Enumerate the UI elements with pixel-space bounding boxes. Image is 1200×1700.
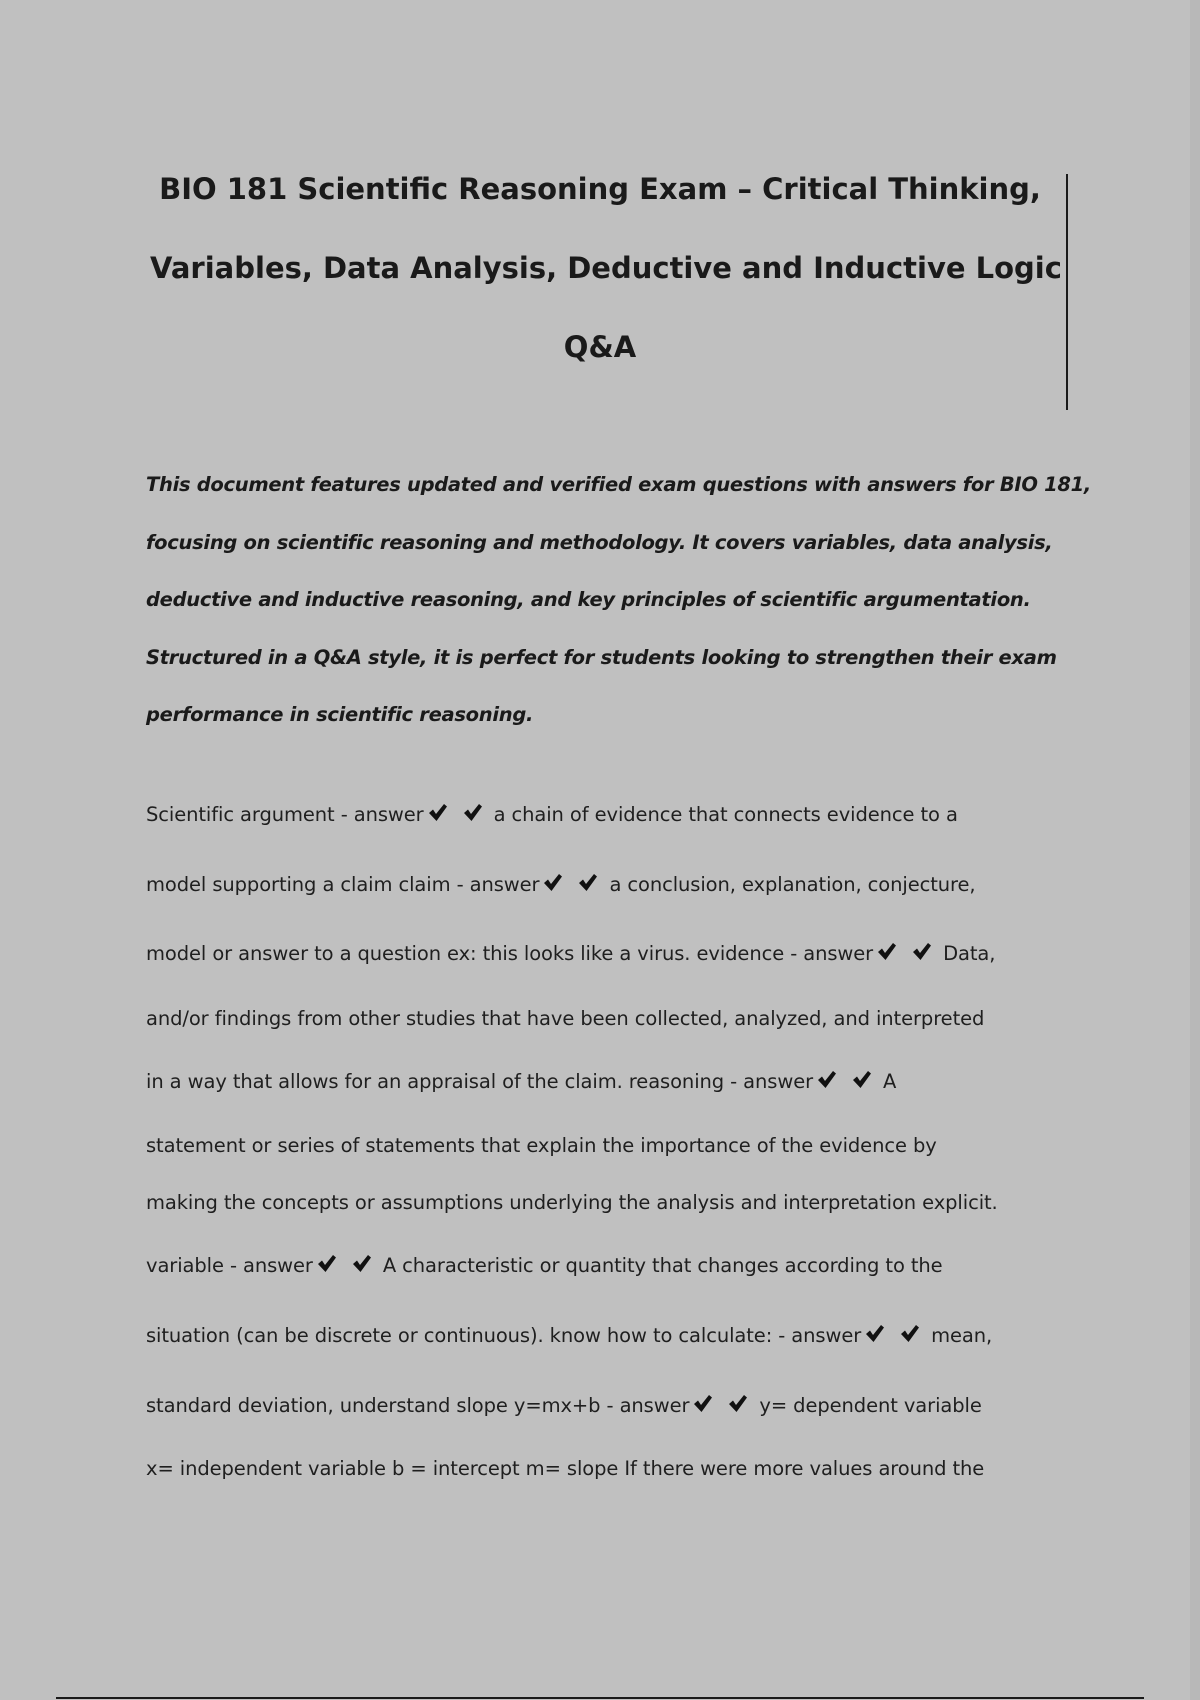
intro-line-1: This document features updated and verified exam questions with answers for BIO 181, <box>146 473 1092 496</box>
check-icon <box>352 1253 380 1275</box>
document-title <box>150 150 1062 387</box>
qa-text-before: Scientific argument - answer <box>146 803 424 826</box>
qa-line <box>146 939 995 969</box>
qa-line <box>146 800 958 830</box>
qa-line <box>146 1454 984 1484</box>
qa-text-after: a chain of evidence that connects evidence to a <box>493 803 958 826</box>
check-icon <box>817 1069 845 1091</box>
qa-text-before: model or answer to a question ex: this looks like a virus. evidence - answer <box>146 942 874 965</box>
qa-text-after: A <box>883 1070 897 1093</box>
qa-text-before: model supporting a claim claim - answer <box>146 873 540 896</box>
check-icon <box>865 1323 893 1345</box>
qa-text-after: y= dependent variable <box>759 1394 982 1417</box>
qa-text-after: mean, <box>931 1324 993 1347</box>
qa-line <box>146 870 976 900</box>
qa-line <box>146 1321 992 1351</box>
qa-line <box>146 1251 943 1281</box>
check-icon <box>900 1323 928 1345</box>
qa-text: x= independent variable b = intercept m= slope If there were more values around the <box>146 1457 985 1480</box>
qa-line <box>146 1131 937 1161</box>
qa-text-after: a conclusion, explanation, conjecture, <box>609 873 976 896</box>
footer-rule <box>56 1697 1144 1699</box>
qa-line <box>146 1391 982 1421</box>
qa-text: statement or series of statements that explain the importance of the evidence by <box>146 1134 937 1157</box>
qa-text-before: variable - answer <box>146 1254 313 1277</box>
title-line-1: BIO 181 Scientific Reasoning Exam – Critical Thinking, <box>159 172 1041 206</box>
qa-text-after: A characteristic or quantity that changes according to the <box>382 1254 943 1277</box>
qa-text: and/or findings from other studies that have been collected, analyzed, and interpreted <box>146 1007 985 1030</box>
check-icon <box>543 872 571 894</box>
check-icon <box>877 941 905 963</box>
title-line-3: Q&A <box>563 330 637 364</box>
check-icon <box>693 1393 721 1415</box>
qa-text-before: situation (can be discrete or continuous). know how to calculate: - answer <box>146 1324 862 1347</box>
check-icon <box>428 802 456 824</box>
check-icon <box>728 1393 756 1415</box>
title-vertical-rule <box>1066 174 1068 410</box>
qa-line <box>146 1004 984 1034</box>
qa-text-before: standard deviation, understand slope y=mx+b - answer <box>146 1394 690 1417</box>
check-icon <box>912 941 940 963</box>
intro-line-5: performance in scientific reasoning. <box>146 703 534 726</box>
qa-text-before: in a way that allows for an appraisal of the claim. reasoning - answer <box>146 1070 814 1093</box>
check-icon <box>317 1253 345 1275</box>
title-line-2: Variables, Data Analysis, Deductive and Inductive Logic <box>150 251 1062 285</box>
qa-line <box>146 1188 998 1218</box>
check-icon <box>578 872 606 894</box>
check-icon <box>852 1069 880 1091</box>
intro-line-2: focusing on scientific reasoning and methodology. It covers variables, data analysis, <box>146 530 1053 554</box>
check-icon <box>463 802 491 824</box>
intro-line-4: Structured in a Q&A style, it is perfect for students looking to strengthen their exam <box>146 645 1057 669</box>
qa-text: making the concepts or assumptions underlying the analysis and interpretation explicit. <box>146 1191 998 1214</box>
page-edge <box>1190 0 1200 1700</box>
intro-line-3: deductive and inductive reasoning, and key principles of scientific argumentation. <box>146 588 1031 611</box>
qa-line <box>146 1067 896 1097</box>
intro-paragraph <box>146 456 1092 744</box>
qa-text-after: Data, <box>943 942 996 965</box>
